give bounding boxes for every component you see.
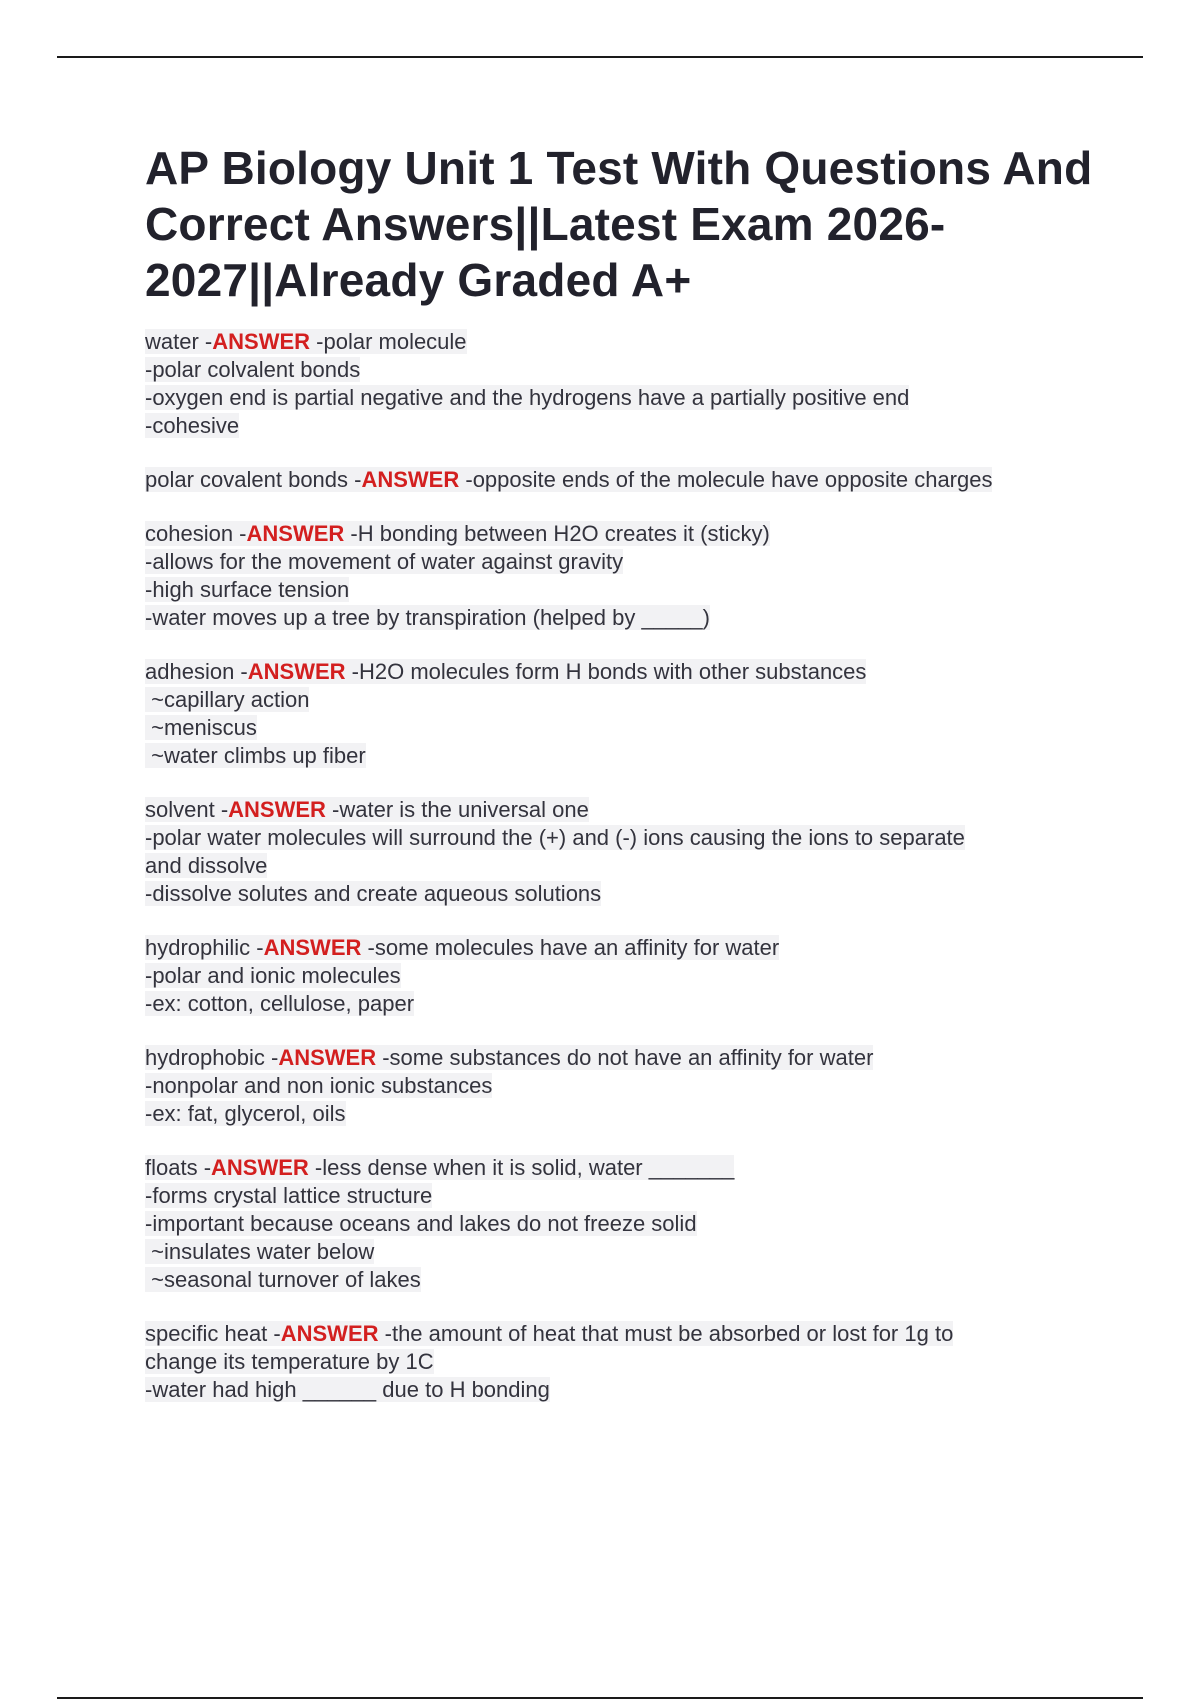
qa-detail-text: -dissolve solutes and create aqueous solutions [145, 881, 602, 906]
qa-detail-text: -polar colvalent bonds [145, 357, 361, 382]
qa-detail-line [145, 1210, 1105, 1238]
qa-definition: -some substances do not have an affinity for water [376, 1045, 874, 1070]
qa-term: water - [145, 329, 213, 354]
qa-detail-text: ~insulates water below [145, 1239, 375, 1264]
qa-term: hydrophobic - [145, 1045, 279, 1070]
qa-detail-text: ~capillary action [145, 687, 310, 712]
qa-entry [145, 796, 1105, 908]
qa-detail-line [145, 962, 1105, 990]
qa-detail-text: -polar and ionic molecules [145, 963, 401, 988]
qa-detail-text: ~water climbs up fiber [145, 743, 366, 768]
answer-label: ANSWER [212, 329, 311, 354]
qa-detail-text: -ex: fat, glycerol, oils [145, 1101, 346, 1126]
qa-first-line [145, 1044, 1105, 1072]
qa-definition: -opposite ends of the molecule have opposite charges [459, 467, 993, 492]
answer-label: ANSWER [280, 1321, 379, 1346]
qa-detail-text: ~seasonal turnover of lakes [145, 1267, 421, 1292]
qa-first-line-highlight [145, 1045, 873, 1070]
answer-label: ANSWER [361, 467, 460, 492]
qa-detail-line [145, 880, 1105, 908]
qa-first-line [145, 520, 1105, 548]
qa-detail-line [145, 576, 1105, 604]
qa-entry [145, 658, 1105, 770]
qa-term: specific heat - [145, 1321, 281, 1346]
qa-first-line-highlight [145, 521, 770, 546]
qa-first-line [145, 934, 1105, 962]
qa-first-line-highlight [145, 797, 589, 822]
qa-detail-line [145, 1266, 1105, 1294]
qa-detail-line [145, 412, 1105, 440]
answer-label: ANSWER [263, 935, 362, 960]
qa-definition: -less dense when it is solid, water _______ [308, 1155, 735, 1180]
document-page [145, 140, 1105, 1430]
qa-entry [145, 466, 1105, 494]
answer-label: ANSWER [246, 521, 345, 546]
top-rule [57, 56, 1143, 58]
qa-first-line-highlight [145, 935, 779, 960]
qa-term: cohesion - [145, 521, 247, 546]
qa-first-line-highlight [145, 659, 866, 684]
qa-detail-text: -high surface tension [145, 577, 350, 602]
qa-detail-line [145, 1238, 1105, 1266]
qa-detail-text: -important because oceans and lakes do not freeze solid [145, 1211, 697, 1236]
qa-first-line [145, 658, 1105, 686]
qa-definition: -H bonding between H2O creates it (sticky) [344, 521, 770, 546]
qa-detail-text: -cohesive [145, 413, 240, 438]
bottom-rule [57, 1697, 1143, 1699]
qa-detail-line [145, 1100, 1105, 1128]
answer-label: ANSWER [278, 1045, 377, 1070]
qa-first-line-highlight [145, 1321, 953, 1346]
qa-detail-line [145, 604, 1105, 632]
qa-detail-text: -forms crystal lattice structure [145, 1183, 433, 1208]
qa-first-line [145, 328, 1105, 356]
qa-entry [145, 328, 1105, 440]
qa-detail-line [145, 548, 1105, 576]
qa-definition: -water is the universal one [325, 797, 589, 822]
qa-detail-text: -allows for the movement of water against gravity [145, 549, 624, 574]
qa-first-line [145, 466, 1105, 494]
qa-entry [145, 934, 1105, 1018]
qa-detail-text: -nonpolar and non ionic substances [145, 1073, 493, 1098]
qa-first-line-highlight [145, 1155, 734, 1180]
qa-detail-text: and dissolve [145, 853, 268, 878]
qa-detail-line [145, 714, 1105, 742]
qa-definition: -H2O molecules form H bonds with other substances [345, 659, 867, 684]
qa-detail-line [145, 742, 1105, 770]
qa-entry [145, 1044, 1105, 1128]
qa-detail-line [145, 852, 1105, 880]
answer-label: ANSWER [211, 1155, 309, 1180]
qa-definition: -polar molecule [310, 329, 467, 354]
qa-detail-line [145, 824, 1105, 852]
qa-detail-text: change its temperature by 1C [145, 1349, 434, 1374]
document-title: AP Biology Unit 1 Test With Questions And Correct Answers||Latest Exam 2026-2027||Already Graded A+ [145, 142, 1093, 306]
qa-term: hydrophilic - [145, 935, 264, 960]
qa-first-line [145, 1320, 1105, 1348]
qa-first-line [145, 796, 1105, 824]
qa-term: adhesion - [145, 659, 248, 684]
qa-detail-text: -water moves up a tree by transpiration (helped by _____) [145, 605, 710, 630]
qa-first-line [145, 1154, 1105, 1182]
qa-entry [145, 520, 1105, 632]
qa-detail-line [145, 1376, 1105, 1404]
qa-first-line-highlight [145, 329, 467, 354]
qa-detail-line [145, 686, 1105, 714]
qa-detail-line [145, 1072, 1105, 1100]
qa-detail-line [145, 990, 1105, 1018]
qa-detail-line [145, 1348, 1105, 1376]
qa-term: floats - [145, 1155, 212, 1180]
answer-label: ANSWER [228, 797, 326, 822]
qa-term: polar covalent bonds - [145, 467, 362, 492]
qa-first-line-highlight [145, 467, 992, 492]
qa-detail-text: -polar water molecules will surround the (+) and (-) ions causing the ions to separate [145, 825, 965, 850]
qa-detail-line [145, 356, 1105, 384]
qa-detail-line [145, 384, 1105, 412]
qa-entry [145, 1154, 1105, 1294]
qa-definition: -the amount of heat that must be absorbed or lost for 1g to [378, 1321, 954, 1346]
qa-detail-text: ~meniscus [145, 715, 257, 740]
qa-detail-text: -water had high ______ due to H bonding [145, 1377, 550, 1402]
qa-detail-text: -oxygen end is partial negative and the hydrogens have a partially positive end [145, 385, 910, 410]
qa-detail-text: -ex: cotton, cellulose, paper [145, 991, 415, 1016]
answer-label: ANSWER [247, 659, 346, 684]
qa-entry [145, 1320, 1105, 1404]
qa-list [145, 328, 1105, 1404]
qa-detail-line [145, 1182, 1105, 1210]
qa-term: solvent - [145, 797, 229, 822]
qa-definition: -some molecules have an affinity for water [361, 935, 780, 960]
